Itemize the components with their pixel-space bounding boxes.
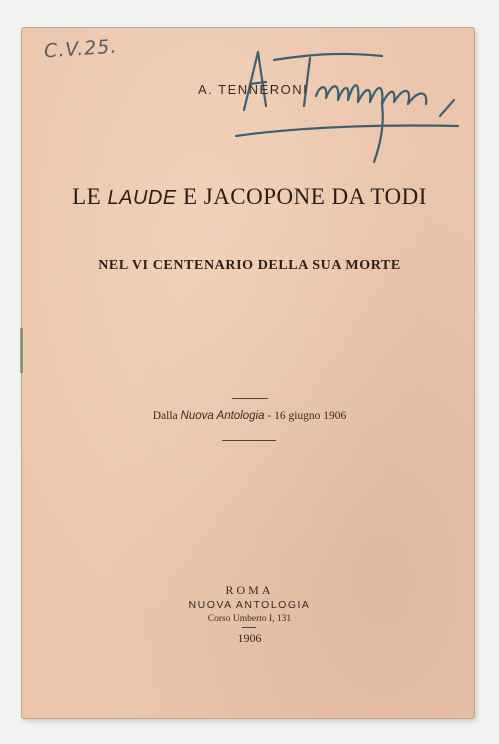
source-prefix: Dalla bbox=[152, 410, 181, 422]
divider-top bbox=[232, 398, 268, 399]
source-note bbox=[0, 410, 499, 422]
source-date: - 16 giugno 1906 bbox=[264, 410, 347, 422]
handwritten-signature bbox=[232, 40, 472, 185]
title-part-3: E JACOPONE DA TODI bbox=[176, 184, 427, 209]
divider-bottom bbox=[222, 440, 276, 441]
imprint-address: Corso Umberto I, 131 bbox=[207, 614, 292, 624]
book-title bbox=[0, 184, 499, 210]
imprint-city: ROMA bbox=[225, 583, 274, 597]
title-part-1: LE bbox=[72, 184, 108, 209]
author-name: A. TENNERONI bbox=[198, 82, 309, 97]
imprint-publisher: NUOVA ANTOLOGIA bbox=[188, 599, 311, 611]
book-subtitle: NEL VI CENTENARIO DELLA SUA MORTE bbox=[98, 258, 401, 273]
source-journal: Nuova Antologia bbox=[180, 410, 265, 422]
imprint-dash bbox=[242, 627, 256, 628]
imprint-year: 1906 bbox=[237, 631, 262, 645]
pencil-shelfmark: C.V.25. bbox=[43, 35, 119, 63]
title-laude: LAUDE bbox=[107, 187, 177, 209]
